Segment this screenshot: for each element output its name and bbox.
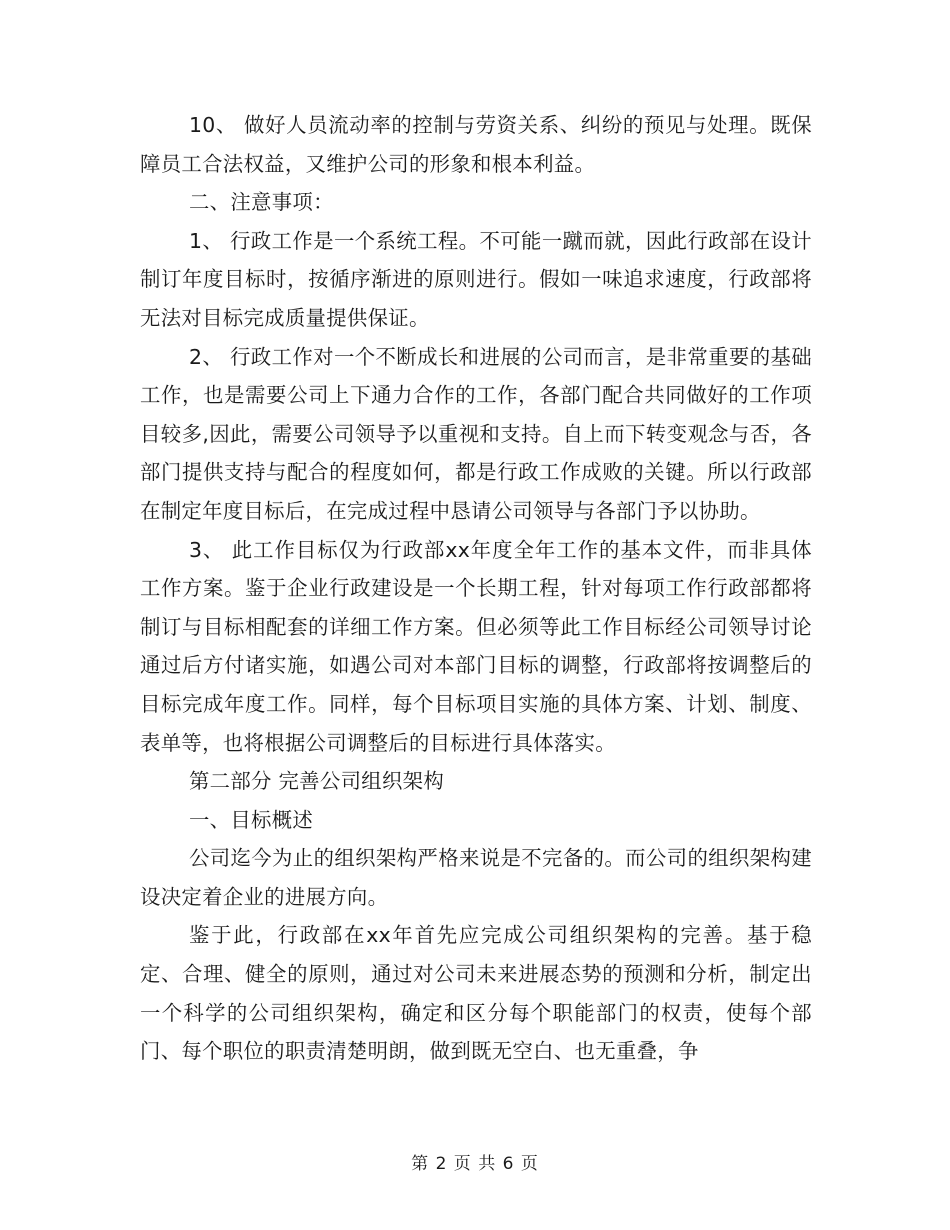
section-heading-notes: 二、注意事项： [188, 190, 334, 215]
paragraph-overview-2: 鉴于此，行政部在xx年首先应完成公司组织架构的完善。基于稳定、合理、健全的原则，通过对公司未来进展态势的预测和分析，制定出一个科学的公司组织架构，确定和区分每个职能部门的权责，使每个部门、每个职位的职责清楚明朗，做到既无空白、也无重叠，争 [140, 923, 812, 1064]
paragraph-overview-1: 公司迄今为止的组织架构严格来说是不完备的。而公司的组织架构建设决定着企业的进展方向。 [140, 846, 812, 909]
section-heading-overview: 一、目标概述 [188, 807, 314, 832]
part-heading: 第二部分 完善公司组织架构 [188, 769, 445, 794]
document-body [140, 106, 812, 1071]
paragraph-note-1: 1、 行政工作是一个系统工程。不可能一蹴而就，因此行政部在设计制订年度目标时，按循序渐进的原则进行。假如一味追求速度，行政部将无法对目标完成质量提供保证。 [140, 228, 812, 330]
paragraph-note-2: 2、 行政工作对一个不断成长和进展的公司而言，是非常重要的基础工作，也是需要公司上下通力合作的工作，各部门配合共同做好的工作项目较多,因此，需要公司领导予以重视和支持。自上而下转变观念与否，各部门提供支持与配合的程度如何，都是行政工作成败的关键。所以行政部在制定年度目标后，在完成过程中恳请公司领导与各部门予以协助。 [140, 344, 812, 523]
page-number-footer: 第 2 页 共 6 页 [411, 1154, 539, 1174]
paragraph-item-10: 10、 做好人员流动率的控制与劳资关系、纠纷的预见与处理。既保障员工合法权益，又维护公司的形象和根本利益。 [140, 113, 812, 176]
paragraph-note-3: 3、 此工作目标仅为行政部xx年度全年工作的基本文件，而非具体工作方案。鉴于企业行政建设是一个长期工程，针对每项工作行政部都将制订与目标相配套的详细工作方案。但必须等此工作目标经公司领导讨论通过后方付诸实施，如遇公司对本部门目标的调整，行政部将按调整后的目标完成年度工作。同样，每个目标项目实施的具体方案、计划、制度、表单等，也将根据公司调整后的目标进行具体落实。 [140, 537, 812, 755]
